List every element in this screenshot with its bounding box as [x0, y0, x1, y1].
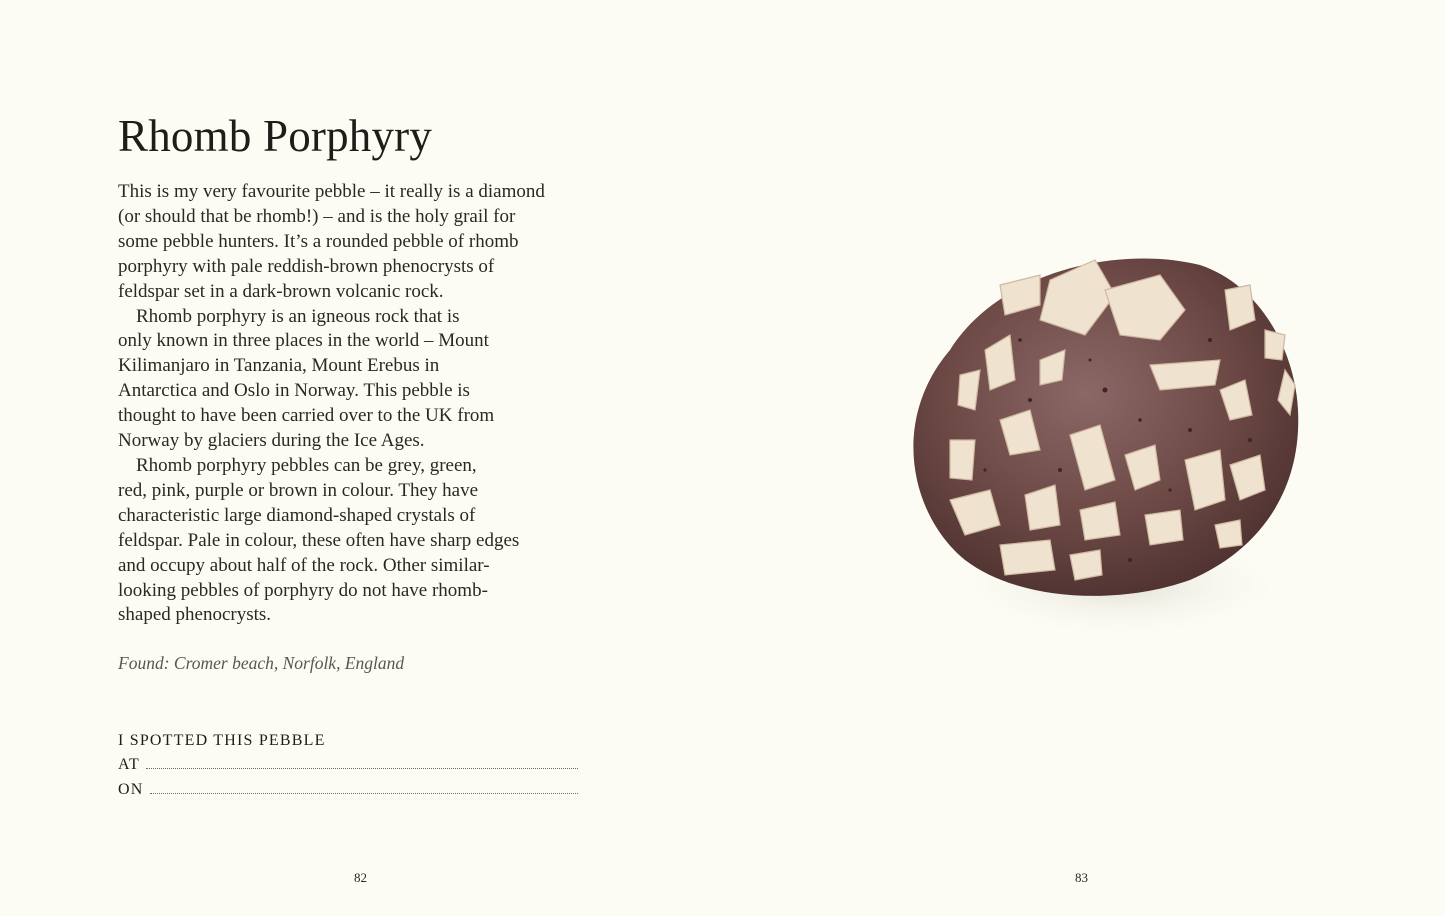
pebble-illustration-icon	[890, 240, 1310, 650]
spotted-at-line	[146, 754, 578, 769]
page-number-right: 83	[1075, 870, 1088, 885]
body-line: some pebble hunters. It’s a rounded pebble of rhomb	[118, 230, 519, 252]
body-line: shaped phenocrysts.	[118, 604, 272, 626]
spotted-on-row	[118, 778, 578, 803]
body-line: (or should that be rhomb!) – and is the holy grail for	[118, 205, 516, 227]
spotted-at-row	[118, 753, 578, 778]
description-text	[118, 180, 588, 628]
left-page	[0, 0, 722, 916]
page-number-left: 82	[354, 870, 367, 885]
body-line: Rhomb porphyry is an igneous rock that is	[136, 305, 460, 327]
body-line: thought to have been carried over to the UK from	[118, 405, 495, 427]
body-line: only known in three places in the world – Mount	[118, 330, 489, 352]
right-page	[722, 0, 1445, 916]
spotted-on-line	[150, 779, 578, 794]
page-title: Rhomb Porphyry	[118, 111, 433, 161]
spotted-heading: I SPOTTED THIS PEBBLE	[118, 732, 326, 749]
body-line: Rhomb porphyry pebbles can be grey, green,	[136, 454, 477, 476]
body-line: characteristic large diamond-shaped crystals of	[118, 504, 476, 526]
body-line: red, pink, purple or brown in colour. They have	[118, 479, 479, 501]
body-line: Norway by glaciers during the Ice Ages.	[118, 430, 425, 452]
body-line: porphyry with pale reddish-brown phenocrysts of	[118, 255, 495, 277]
spotted-form	[118, 729, 578, 803]
found-location: Found: Cromer beach, Norfolk, England	[118, 653, 405, 673]
spotted-on-label: ON	[118, 781, 144, 798]
body-line: feldspar. Pale in colour, these often have sharp edges	[118, 529, 520, 551]
body-line: Kilimanjaro in Tanzania, Mount Erebus in	[118, 355, 440, 377]
body-line: feldspar set in a dark-brown volcanic rock.	[118, 280, 444, 302]
spotted-at-label: AT	[118, 756, 140, 773]
body-line: and occupy about half of the rock. Other similar-	[118, 554, 490, 576]
body-line: looking pebbles of porphyry do not have rhomb-	[118, 579, 488, 601]
body-line: Antarctica and Oslo in Norway. This pebble is	[118, 380, 470, 402]
body-line: This is my very favourite pebble – it really is a diamond	[118, 181, 545, 202]
